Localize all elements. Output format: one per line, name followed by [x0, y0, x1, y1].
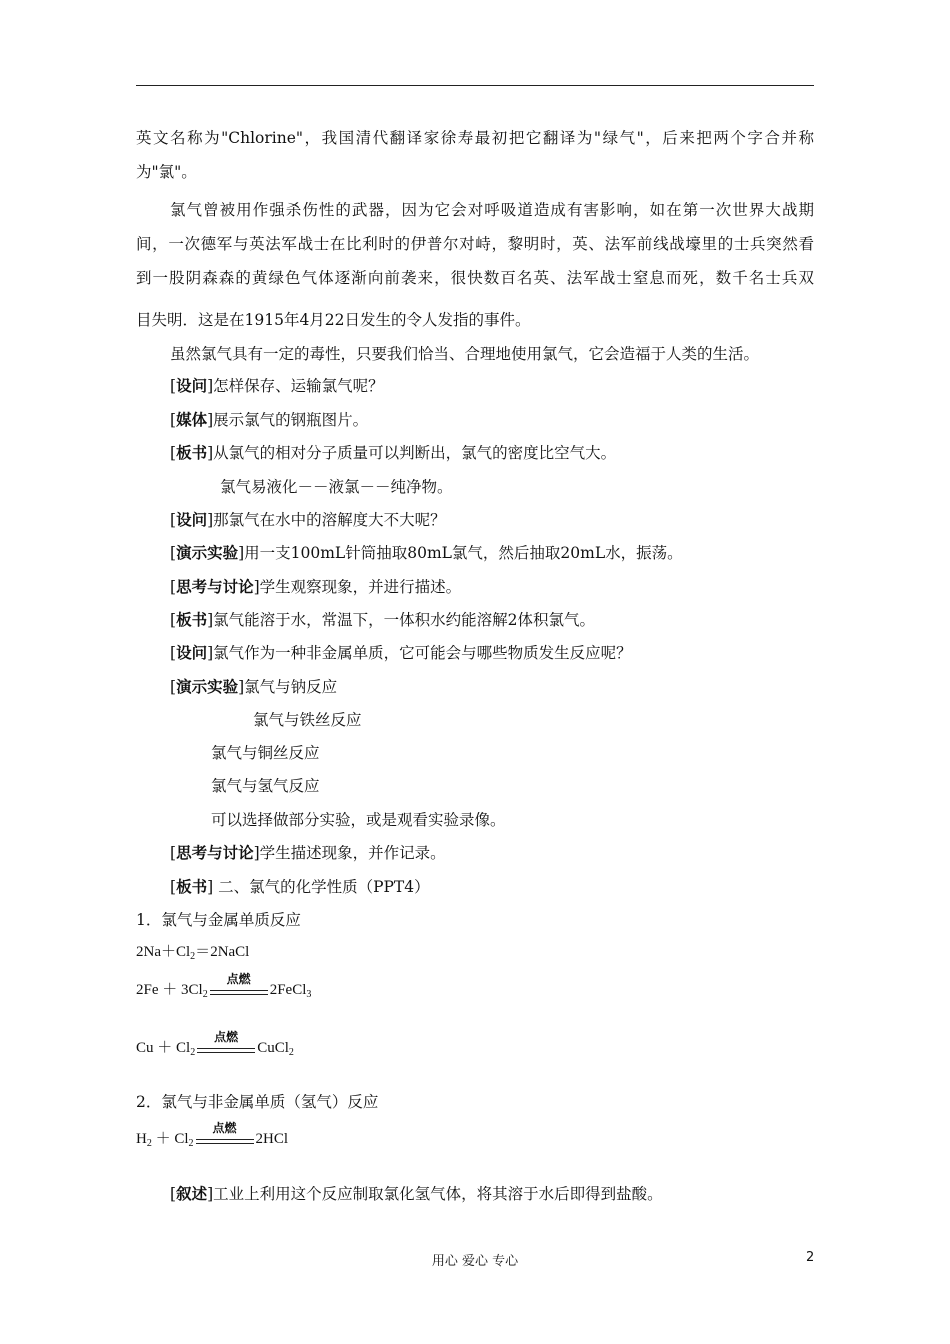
item-line: [设问]怎样保存、运输氯气呢？ — [170, 377, 384, 395]
item-line — [253, 710, 362, 730]
item-line: [设问]那氯气在水中的溶解度大不大呢？ — [170, 511, 446, 529]
item-label: 板书 — [176, 611, 208, 629]
equation-4: $H_2 + Cl_2$ 点燃 2HCl — [136, 1129, 288, 1154]
item-label: 媒体 — [176, 411, 208, 429]
item-text: 氯气与钠反应 — [244, 678, 338, 696]
item-label: 设问 — [176, 511, 208, 529]
equation-1: $2Na+Cl_2=2NaCl$ — [136, 944, 250, 962]
item-line: [设问]氯气作为一种非金属单质，它可能会与哪些物质发生反应呢？ — [170, 644, 632, 662]
item-line — [211, 743, 320, 763]
narrative-line: [叙述]工业上利用这个反应制取氯化氢气体，将其溶于水后即得到盐酸。 — [170, 1185, 663, 1203]
condition-label: 点燃 — [226, 971, 251, 986]
reaction-arrow — [196, 1120, 254, 1150]
item-label: 思考与讨论 — [176, 844, 254, 862]
item-line: [思考与讨论]学生描述现象，并作记录。 — [170, 844, 446, 862]
item-line: [板书] 二、氯气的化学性质（PPT4） — [170, 878, 430, 896]
paragraph-line: 目失明．这是在1915年4月22日发生的令人发指的事件。 — [136, 311, 531, 329]
reaction-arrow — [197, 1029, 255, 1059]
equation-2: $2Fe + 3Cl_2$ 点燃 2FeCl$_3$ — [136, 980, 311, 1005]
item-label: 设问 — [176, 644, 208, 662]
item-text: 学生描述现象，并作记录。 — [259, 844, 446, 862]
item-text: 氯气能溶于水，常温下，一体积水约能溶解2体积氯气。 — [213, 611, 596, 629]
section-heading: 1．氯气与金属单质反应 — [136, 911, 301, 929]
item-text: 用一支100mL针筒抽取80mL氯气，然后抽取20mL水，振荡。 — [244, 544, 683, 562]
item-text: 氯气作为一种非金属单质，它可能会与哪些物质发生反应呢？ — [213, 644, 632, 662]
item-text: 氯气与氢气反应 — [211, 777, 320, 795]
paragraph-line: 虽然氯气具有一定的毒性，只要我们恰当、合理地使用氯气，它会造福于人类的生活。 — [170, 345, 760, 363]
item-text: 氯气易液化－－液氯－－纯净物。 — [220, 478, 453, 496]
item-text: 氯气与铁丝反应 — [253, 711, 362, 729]
paragraph-line: 间，一次德军与英法军战士在比利时的伊普尔对峙，黎明时，英、法军前线战壕里的士兵突然看 — [136, 235, 814, 253]
paragraph-line: 英文名称为"Chlorine"，我国清代翻译家徐寿最初把它翻译为"绿气"，后来把两个字合并称 — [136, 129, 814, 147]
paragraph-line: 为"氯"。 — [136, 163, 197, 181]
item-line — [211, 776, 320, 796]
item-label: 设问 — [176, 377, 208, 395]
item-text: 氯气与铜丝反应 — [211, 744, 320, 762]
item-label: 演示实验 — [176, 678, 239, 696]
item-line: [演示实验]用一支100mL针筒抽取80mL氯气，然后抽取20mL水，振荡。 — [170, 544, 683, 562]
page-number: 2 — [806, 1250, 815, 1265]
item-text: 那氯气在水中的溶解度大不大呢？ — [213, 511, 446, 529]
item-text: 可以选择做部分实验，或是观看实验录像。 — [211, 811, 506, 829]
item-text: 学生观察现象，并进行描述。 — [259, 578, 462, 596]
item-line: [演示实验]氯气与钠反应 — [170, 678, 338, 696]
item-text: 从氯气的相对分子质量可以判断出，氯气的密度比空气大。 — [213, 444, 617, 462]
item-label: 演示实验 — [176, 544, 239, 562]
header-rule — [136, 85, 814, 86]
reaction-arrow — [210, 971, 268, 1001]
item-line: [思考与讨论]学生观察现象，并进行描述。 — [170, 578, 462, 596]
item-line: [板书]从氯气的相对分子质量可以判断出，氯气的密度比空气大。 — [170, 444, 617, 462]
item-label: 叙述 — [176, 1185, 208, 1203]
footer-slogan: 用心 爱心 专心 — [431, 1254, 519, 1269]
paragraph-line: 氯气曾被用作强杀伤性的武器，因为它会对呼吸道造成有害影响，如在第一次世界大战期 — [170, 201, 814, 219]
item-label: 板书 — [176, 444, 208, 462]
item-line — [220, 477, 453, 497]
item-label: 思考与讨论 — [176, 578, 254, 596]
item-text: 工业上利用这个反应制取氯化氢气体，将其溶于水后即得到盐酸。 — [213, 1185, 663, 1203]
condition-label: 点燃 — [212, 1120, 237, 1135]
paragraph-line: 到一股阴森森的黄绿色气体逐渐向前袭来，很快数百名英、法军战士窒息而死，数千名士兵双 — [136, 269, 814, 287]
item-line — [211, 810, 506, 830]
item-line: [媒体]展示氯气的钢瓶图片。 — [170, 411, 369, 429]
item-label: 板书 — [176, 878, 208, 896]
equation-3: $Cu + Cl_2$ 点燃 CuCl$_2$ — [136, 1038, 294, 1063]
section-heading: 2．氯气与非金属单质（氢气）反应 — [136, 1093, 379, 1111]
condition-label: 点燃 — [214, 1029, 239, 1044]
item-line: [板书]氯气能溶于水，常温下，一体积水约能溶解2体积氯气。 — [170, 611, 596, 629]
item-text: 展示氯气的钢瓶图片。 — [213, 411, 369, 429]
item-text: 二、氯气的化学性质（PPT4） — [213, 878, 430, 896]
item-text: 怎样保存、运输氯气呢？ — [213, 377, 384, 395]
